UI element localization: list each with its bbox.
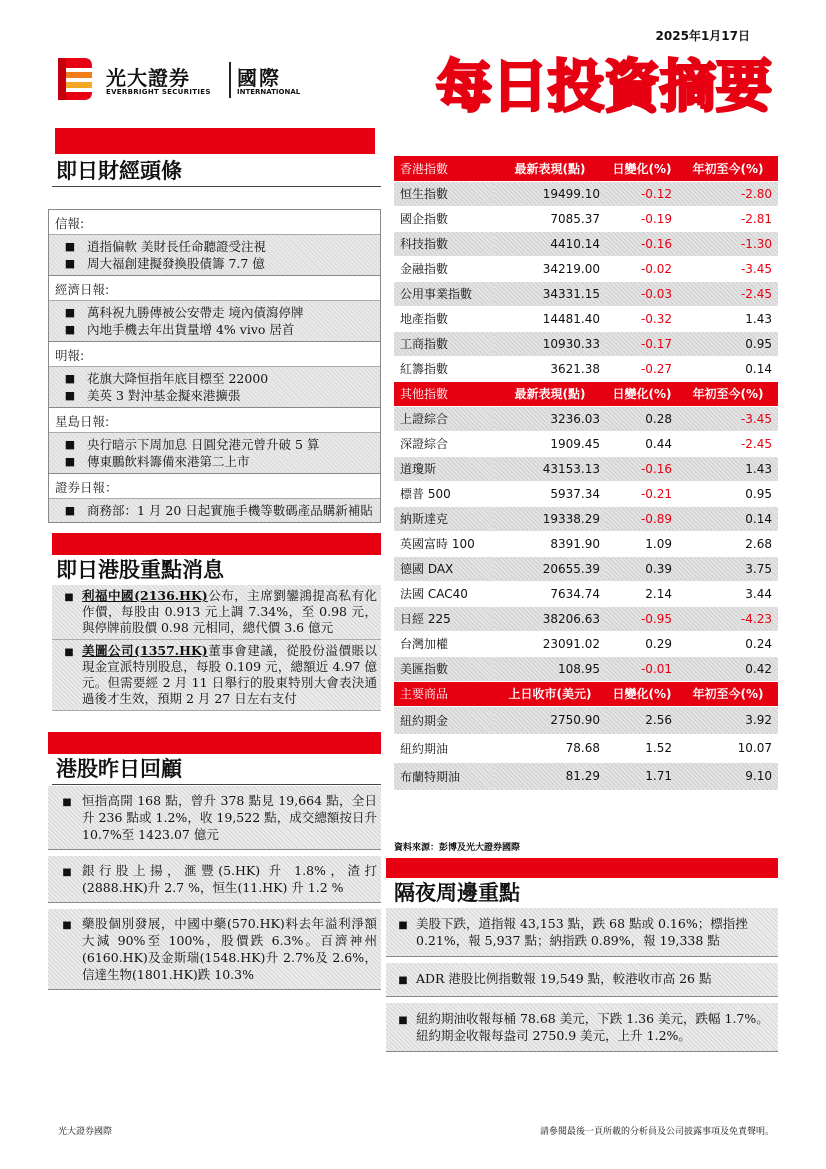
- list-item: [386, 963, 778, 997]
- ytd-change: 0.95: [678, 481, 778, 506]
- column-header: 日變化(%): [606, 156, 678, 181]
- daily-change: -0.03: [606, 281, 678, 306]
- news-body: 董事會建議，從股份溢價賬以現金宣派特別股息，每股 0.109 元，總額近 4.97 億元。但需要經 2 月 11 日舉行的股東特別大會表決通過後才生效，預期 2 月 27 日左右支付: [82, 643, 377, 706]
- column-header: 上日收市(美元): [494, 681, 606, 706]
- index-name: 日經 225: [394, 606, 494, 631]
- source-name: 經濟日報:: [49, 276, 380, 301]
- headline-text: 萬科祝九勝傳被公安帶走 境內債瀉停牌: [87, 305, 304, 320]
- list-item: [53, 453, 376, 470]
- daily-change: 0.28: [606, 406, 678, 431]
- headline-text: 內地手機去年出貨量增 4% vivo 居首: [87, 322, 295, 337]
- list-item: [48, 909, 381, 990]
- bullet-icon: ■: [62, 797, 72, 808]
- news-text: [82, 643, 377, 707]
- column-header: 日變化(%): [606, 681, 678, 706]
- news-text: [82, 588, 377, 636]
- ytd-change: 0.14: [678, 356, 778, 381]
- index-name: 地產指數: [394, 306, 494, 331]
- footer-company: 光大證券國際: [58, 1127, 113, 1137]
- table-row: [394, 406, 778, 431]
- index-value: 5937.34: [494, 481, 606, 506]
- table-header-row: [394, 681, 778, 706]
- column-header: 年初至今(%): [678, 681, 778, 706]
- daily-change: -0.21: [606, 481, 678, 506]
- source-name: 證券日報：: [49, 474, 380, 499]
- overnight-box: [386, 908, 778, 1052]
- table-row: [394, 762, 778, 790]
- ytd-change: 0.95: [678, 331, 778, 356]
- table-header-row: [394, 381, 778, 406]
- table-header-row: [394, 156, 778, 181]
- daily-change: 1.71: [606, 762, 678, 790]
- index-name: 國企指數: [394, 206, 494, 231]
- ytd-change: -2.81: [678, 206, 778, 231]
- index-value: 19338.29: [494, 506, 606, 531]
- list-item: [53, 370, 376, 387]
- list-item: [48, 856, 381, 903]
- table-row: [394, 256, 778, 281]
- headline-text: 花旗大降恒指年底目標至 22000: [87, 371, 269, 386]
- daily-change: -0.89: [606, 506, 678, 531]
- bullet-icon: ■: [62, 920, 72, 931]
- bullet-icon: ■: [398, 920, 408, 931]
- index-name: 台灣加權: [394, 631, 494, 656]
- table-row: [394, 734, 778, 762]
- everbright-logo-icon: [58, 58, 94, 100]
- source-items: [49, 499, 380, 522]
- list-item: [53, 321, 376, 338]
- headlines-title: 即日財經頭條: [52, 156, 381, 187]
- daily-change: 0.39: [606, 556, 678, 581]
- table-row: [394, 606, 778, 631]
- hk-news-title: 即日港股重點消息: [52, 555, 381, 586]
- column-header: 年初至今(%): [678, 381, 778, 406]
- company-logo: [58, 58, 301, 103]
- index-value: 23091.02: [494, 631, 606, 656]
- index-value: 14481.40: [494, 306, 606, 331]
- footer-disclaimer: 請參閱最後一頁所載的分析員及公司披露事項及免責聲明。: [539, 1127, 774, 1137]
- column-header: 年初至今(%): [678, 156, 778, 181]
- logo-en-international: INTERNATIONAL: [237, 88, 301, 96]
- index-name: 工商指數: [394, 331, 494, 356]
- table-row: [394, 631, 778, 656]
- headline-text: 央行暗示下周加息 日圓兌港元曾升破 5 算: [87, 437, 320, 452]
- table-row: [394, 581, 778, 606]
- index-value: 78.68: [494, 734, 606, 762]
- index-value: 7634.74: [494, 581, 606, 606]
- list-item: [53, 255, 376, 272]
- ytd-change: 3.75: [678, 556, 778, 581]
- ytd-change: 1.43: [678, 456, 778, 481]
- bullet-icon: ■: [64, 647, 74, 658]
- review-text: 恒指高開 168 點，曾升 378 點見 19,664 點，全日升 236 點或 1.2%，收 19,522 點，成交總額按日升 10.7%至 1423.07 億元: [82, 793, 377, 842]
- index-value: 20655.39: [494, 556, 606, 581]
- daily-change: -0.12: [606, 181, 678, 206]
- headlines-red-bar: [55, 128, 375, 154]
- headline-text: 逍指偏軟 美財長任命聽證受注視: [87, 239, 266, 254]
- index-value: 10930.33: [494, 331, 606, 356]
- table-row: [394, 456, 778, 481]
- table-row: [394, 306, 778, 331]
- index-name: 紅籌指數: [394, 356, 494, 381]
- hk-news-red-bar: [52, 533, 381, 555]
- source-name: 星島日報:: [49, 408, 380, 433]
- review-red-bar: [48, 732, 381, 754]
- column-header: 最新表現(點): [494, 156, 606, 181]
- index-value: 81.29: [494, 762, 606, 790]
- index-name: 科技指數: [394, 231, 494, 256]
- daily-change: -0.19: [606, 206, 678, 231]
- table-row: [394, 506, 778, 531]
- table-row: [394, 431, 778, 456]
- table-row: [394, 206, 778, 231]
- index-name: 公用事業指數: [394, 281, 494, 306]
- table-row: [394, 706, 778, 734]
- review-title: 港股昨日回顧: [52, 754, 381, 785]
- ytd-change: 1.43: [678, 306, 778, 331]
- index-name: 深證綜合: [394, 431, 494, 456]
- index-name: 美匯指數: [394, 656, 494, 681]
- review-text: 藥股個別發展，中國中藥(570.HK)料去年溢利淨額大減 90%至 100%，股價跌 6.3%。百濟神州(6160.HK)及金斯瑞(1548.HK)升 2.7%及 2.6%，信達生物(1801.HK)跌 10.3%: [82, 916, 377, 982]
- table-row: [394, 356, 778, 381]
- market-table: [394, 156, 778, 791]
- table-row: [394, 231, 778, 256]
- index-value: 2750.90: [494, 706, 606, 734]
- bullet-icon: ■: [398, 1015, 408, 1026]
- headline-text: 商務部：1 月 20 日起實施手機等數碼產品購新補貼: [87, 503, 373, 518]
- ytd-change: -2.45: [678, 281, 778, 306]
- review-text: 銀行股上揚，滙豐(5.HK) 升 1.8%，渣打(2888.HK)升 2.7 %，恒生(11.HK) 升 1.2 %: [82, 863, 377, 895]
- ytd-change: 2.68: [678, 531, 778, 556]
- ytd-change: -3.45: [678, 256, 778, 281]
- index-name: 金融指數: [394, 256, 494, 281]
- column-header: 香港指數: [394, 156, 494, 181]
- daily-change: -0.16: [606, 456, 678, 481]
- daily-change: 0.29: [606, 631, 678, 656]
- index-name: 道瓊斯: [394, 456, 494, 481]
- company-name: 利福中國(2136.HK): [82, 588, 208, 603]
- bullet-icon: ■: [64, 323, 76, 336]
- daily-change: 0.44: [606, 431, 678, 456]
- headline-text: 周大福創建擬發換股債籌 7.7 億: [87, 256, 265, 271]
- index-value: 4410.14: [494, 231, 606, 256]
- ytd-change: -2.80: [678, 181, 778, 206]
- index-value: 3236.03: [494, 406, 606, 431]
- index-name: 上證綜合: [394, 406, 494, 431]
- daily-change: -0.01: [606, 656, 678, 681]
- daily-change: -0.02: [606, 256, 678, 281]
- bullet-icon: ■: [64, 240, 76, 253]
- index-name: 紐約期金: [394, 706, 494, 734]
- bullet-icon: ■: [64, 306, 76, 319]
- ytd-change: 0.42: [678, 656, 778, 681]
- company-name: 美圖公司(1357.HK): [82, 643, 208, 658]
- bullet-icon: ■: [64, 455, 76, 468]
- daily-change: -0.32: [606, 306, 678, 331]
- hk-news-box: [52, 585, 381, 711]
- column-header: 其他指數: [394, 381, 494, 406]
- headlines-box: [48, 209, 381, 523]
- column-header: 日變化(%): [606, 381, 678, 406]
- list-item: [53, 436, 376, 453]
- index-name: 納斯達克: [394, 506, 494, 531]
- ytd-change: 3.92: [678, 706, 778, 734]
- bullet-icon: ■: [64, 257, 76, 270]
- table-row: [394, 481, 778, 506]
- ytd-change: -2.45: [678, 431, 778, 456]
- ytd-change: 3.44: [678, 581, 778, 606]
- daily-change: -0.17: [606, 331, 678, 356]
- news-body: 公布，主席劉鑾鴻提高私有化作價，每股由 0.913 元上調 7.34%，至 0.98 元，與停牌前股價 0.98 元相同，總代價 3.6 億元: [82, 588, 377, 635]
- bullet-icon: ■: [64, 592, 74, 603]
- index-value: 8391.90: [494, 531, 606, 556]
- data-source: 資料來源：彭博及光大證券國際: [394, 843, 521, 853]
- daily-change: 2.56: [606, 706, 678, 734]
- index-value: 19499.10: [494, 181, 606, 206]
- review-box: [48, 786, 381, 996]
- report-title: 每日投資摘要: [436, 55, 772, 120]
- index-value: 3621.38: [494, 356, 606, 381]
- overnight-text: ADR 港股比例指數報 19,549 點，較港收市高 26 點: [416, 971, 712, 986]
- headline-text: 傳東鵬飲料籌備來港第二上市: [87, 454, 250, 469]
- column-header: 主要商品: [394, 681, 494, 706]
- index-name: 紐約期油: [394, 734, 494, 762]
- ytd-change: 9.10: [678, 762, 778, 790]
- index-name: 法國 CAC40: [394, 581, 494, 606]
- index-name: 布蘭特期油: [394, 762, 494, 790]
- bullet-icon: ■: [398, 975, 408, 986]
- table-row: [394, 331, 778, 356]
- overnight-text: 紐約期油收報每桶 78.68 美元，下跌 1.36 美元，跌幅 1.7%。紐約期金收報每盎司 2750.9 美元，上升 1.2%。: [416, 1011, 769, 1043]
- list-item: [53, 238, 376, 255]
- bullet-icon: ■: [64, 372, 76, 385]
- source-name: 信報:: [49, 210, 380, 235]
- table-row: [394, 531, 778, 556]
- headline-text: 美英 3 對沖基金擬來港擴張: [87, 388, 241, 403]
- index-name: 德國 DAX: [394, 556, 494, 581]
- ytd-change: 10.07: [678, 734, 778, 762]
- list-item: [48, 786, 381, 850]
- list-item: [386, 1003, 778, 1052]
- logo-cn-name: 光大證券: [106, 66, 190, 90]
- index-name: 恒生指數: [394, 181, 494, 206]
- list-item: [52, 585, 381, 640]
- daily-change: 1.09: [606, 531, 678, 556]
- ytd-change: 0.14: [678, 506, 778, 531]
- list-item: [53, 502, 376, 519]
- index-value: 7085.37: [494, 206, 606, 231]
- index-value: 1909.45: [494, 431, 606, 456]
- index-value: 43153.13: [494, 456, 606, 481]
- column-header: 最新表現(點): [494, 381, 606, 406]
- index-name: 英國富時 100: [394, 531, 494, 556]
- source-items: [49, 235, 380, 276]
- logo-en-name: EVERBRIGHT SECURITIES: [106, 88, 211, 96]
- table-row: [394, 181, 778, 206]
- overnight-red-bar: [386, 858, 778, 878]
- ytd-change: -1.30: [678, 231, 778, 256]
- overnight-text: 美股下跌，道指報 43,153 點，跌 68 點或 0.16%；標指挫 0.21%，報 5,937 點；納指跌 0.89%，報 19,338 點: [416, 916, 748, 948]
- logo-separator: [229, 62, 231, 98]
- table-row: [394, 281, 778, 306]
- ytd-change: -4.23: [678, 606, 778, 631]
- list-item: [53, 304, 376, 321]
- source-items: [49, 367, 380, 408]
- list-item: [52, 640, 381, 711]
- overnight-title: 隔夜周邊重點: [390, 878, 778, 909]
- list-item: [53, 387, 376, 404]
- table-row: [394, 556, 778, 581]
- daily-change: 1.52: [606, 734, 678, 762]
- daily-change: -0.95: [606, 606, 678, 631]
- ytd-change: 0.24: [678, 631, 778, 656]
- ytd-change: -3.45: [678, 406, 778, 431]
- source-items: [49, 301, 380, 342]
- index-value: 38206.63: [494, 606, 606, 631]
- bullet-icon: ■: [64, 438, 76, 451]
- table-row: [394, 656, 778, 681]
- bullet-icon: ■: [62, 867, 72, 878]
- index-value: 34219.00: [494, 256, 606, 281]
- daily-change: -0.27: [606, 356, 678, 381]
- source-items: [49, 433, 380, 474]
- index-value: 34331.15: [494, 281, 606, 306]
- source-name: 明報:: [49, 342, 380, 367]
- index-value: 108.95: [494, 656, 606, 681]
- report-date: 2025年1月17日: [655, 29, 750, 43]
- list-item: [386, 908, 778, 957]
- bullet-icon: ■: [64, 504, 76, 517]
- daily-change: -0.16: [606, 231, 678, 256]
- index-name: 標普 500: [394, 481, 494, 506]
- bullet-icon: ■: [64, 389, 76, 402]
- logo-cn-international: 國際: [237, 66, 281, 90]
- daily-change: 2.14: [606, 581, 678, 606]
